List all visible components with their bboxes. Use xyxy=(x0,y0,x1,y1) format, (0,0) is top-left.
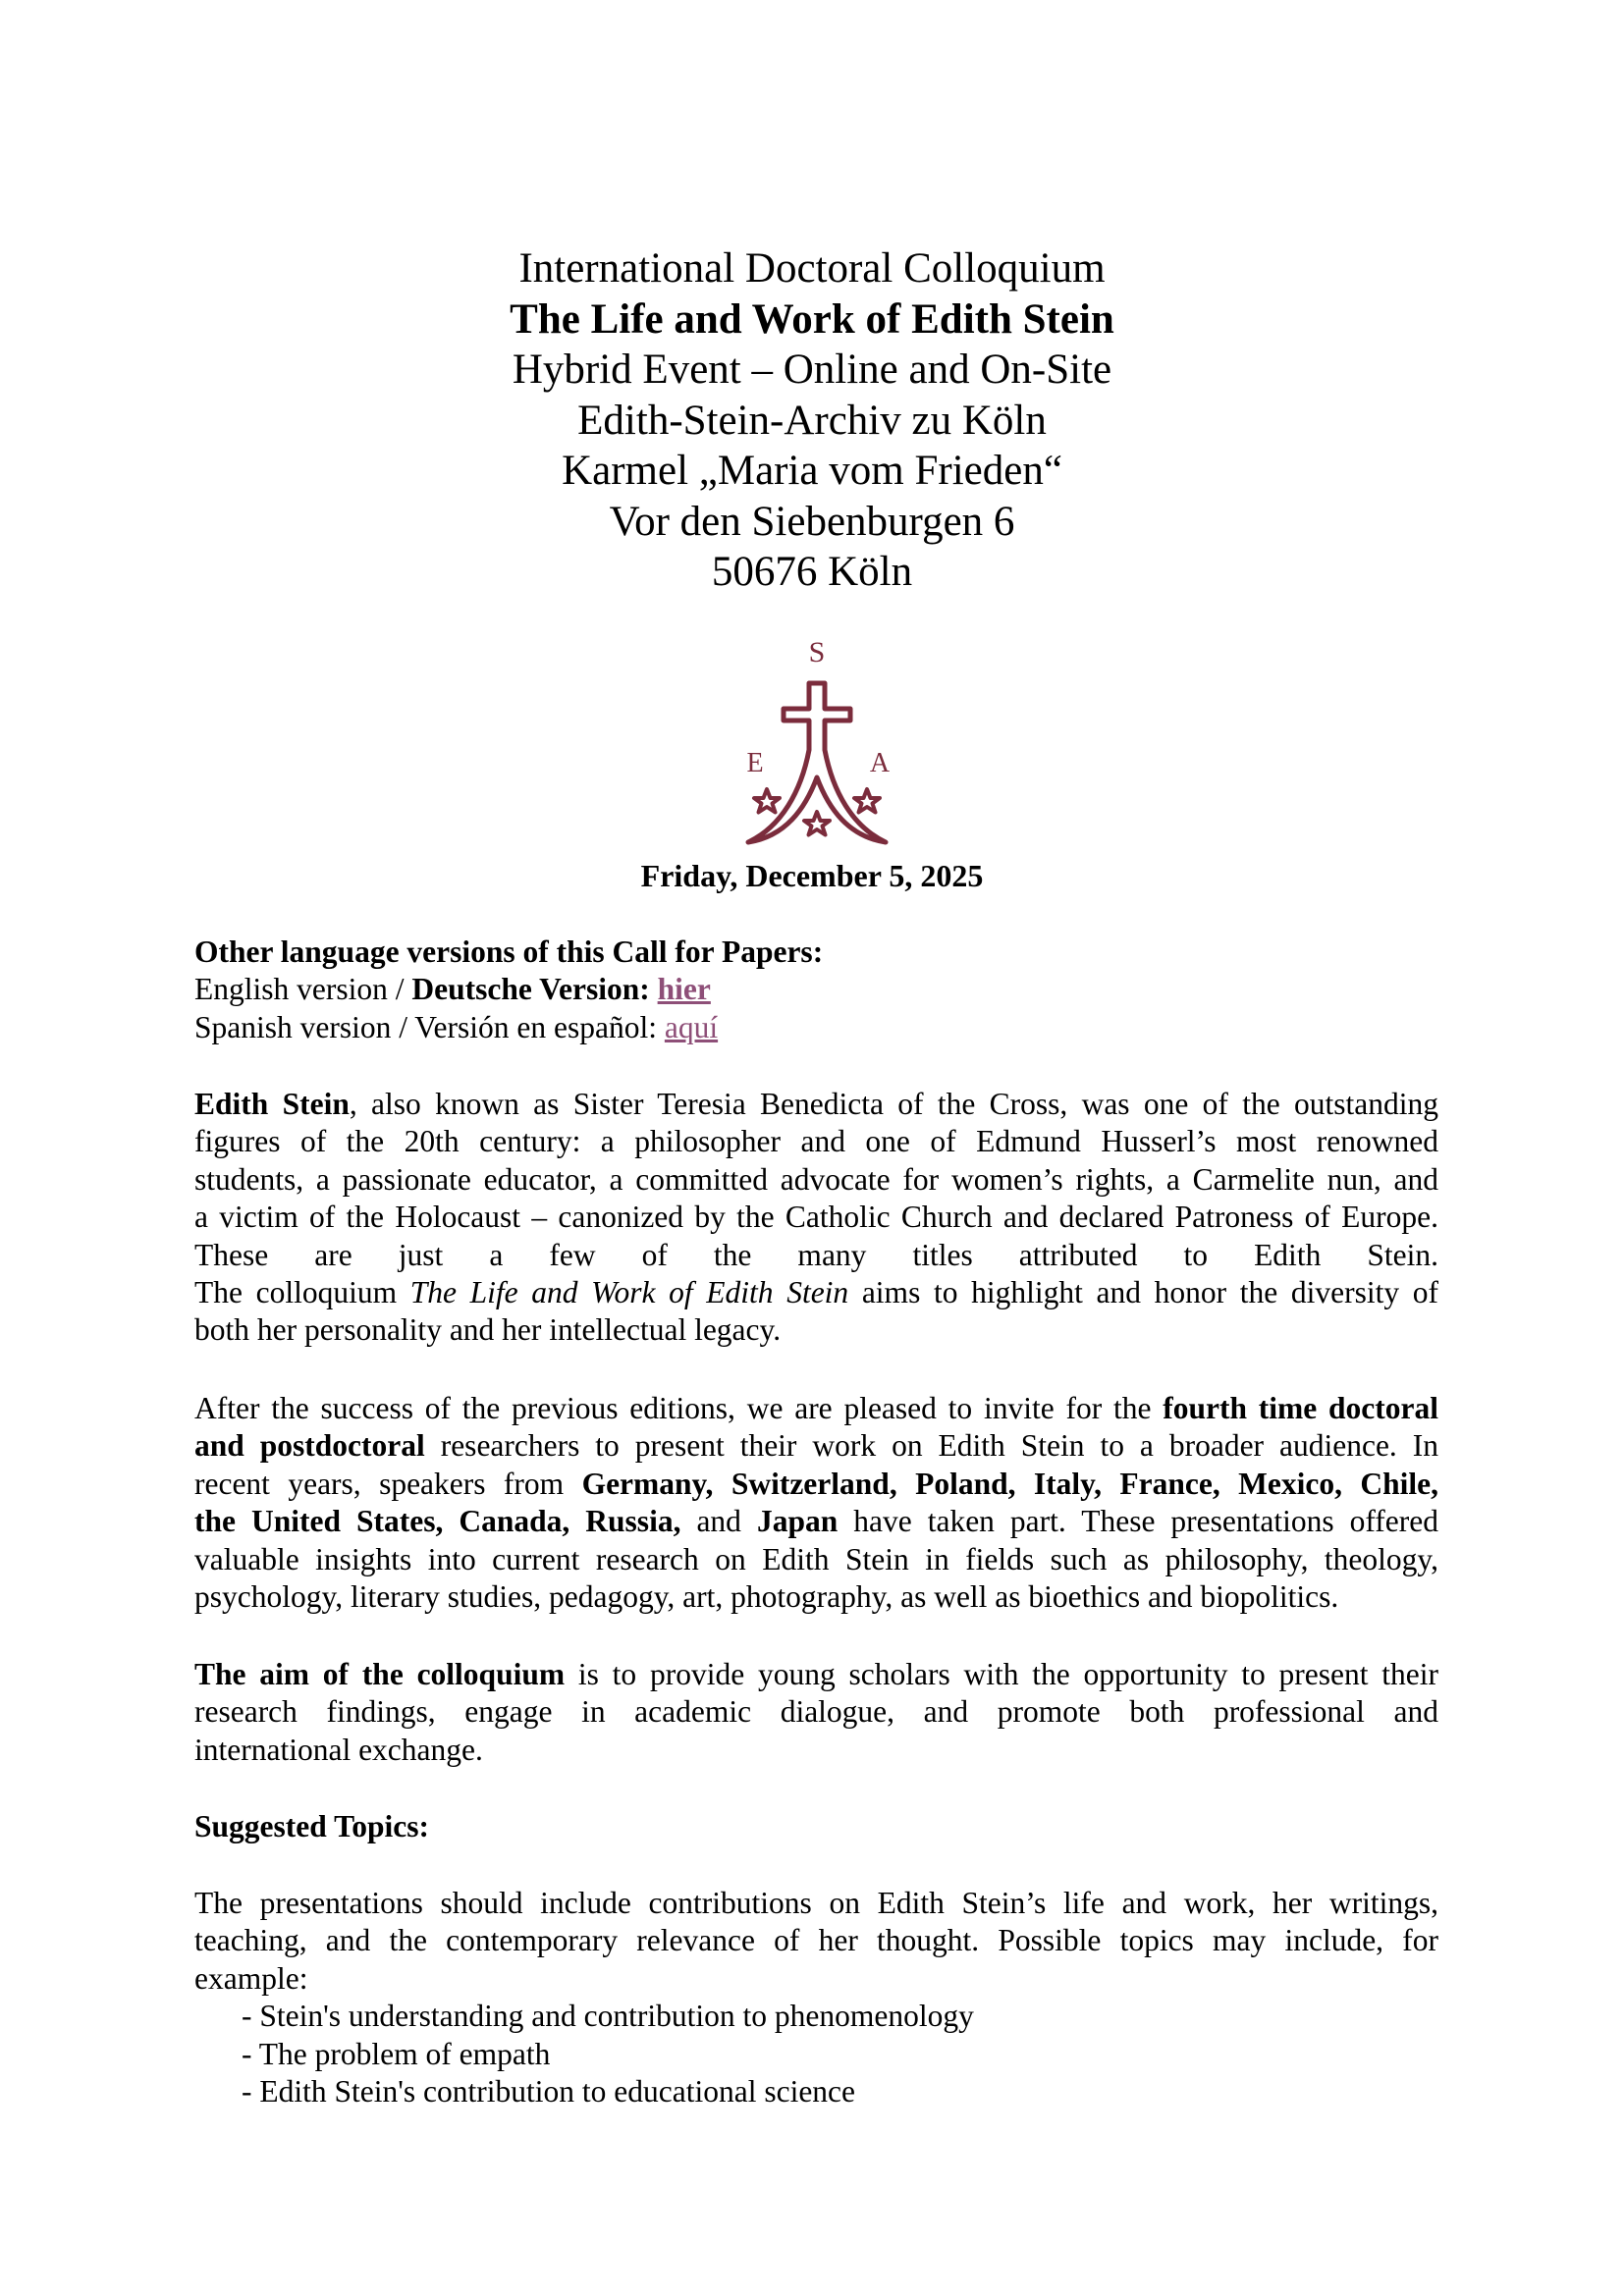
intro-line: These are just a few of the many titles attributed to Edith Stein. xyxy=(194,1237,1438,1272)
topic-list-item: - Edith Stein's contribution to educational science xyxy=(242,2074,856,2109)
invitation-line xyxy=(194,1390,1438,1427)
event-title: The Life and Work of Edith Stein xyxy=(510,295,1114,343)
aim-line xyxy=(194,1656,1438,1693)
aim-paragraph xyxy=(194,1656,1438,1769)
intro-line: a victim of the Holocaust – canonized by the Catholic Church and declared Patroness of Europe. xyxy=(194,1200,1438,1235)
venue-name: Edith-Stein-Archiv zu Köln xyxy=(577,397,1047,444)
colloquium-title-italic: The Life and Work of Edith Stein xyxy=(409,1275,849,1310)
topics-line: example: xyxy=(194,1960,308,1996)
german-version-line xyxy=(194,971,1438,1008)
intro-line xyxy=(194,1274,1438,1311)
countries-emphasis: Japan xyxy=(756,1504,839,1539)
invitation-line xyxy=(194,1466,1438,1503)
intro-name: Edith Stein xyxy=(194,1087,350,1121)
intro-line: both her personality and her intellectual legacy. xyxy=(194,1312,782,1348)
invitation-line-text: After the success of the previous editions, we are pleased to invite for the xyxy=(194,1391,1164,1425)
intro-line-text: The colloquium xyxy=(194,1275,410,1310)
aim-emphasis: The aim of the colloquium xyxy=(194,1657,566,1691)
venue-city: 50676 Köln xyxy=(711,549,913,595)
event-series-name: International Doctoral Colloquium xyxy=(518,245,1106,292)
cross-icon xyxy=(748,683,886,842)
intro-line-text: , also known as Sister Teresia Benedicta of the Cross, was one of the outstanding xyxy=(349,1087,1438,1121)
venue-institution: Karmel „Maria vom Frieden“ xyxy=(562,448,1062,494)
language-versions-heading: Other language versions of this Call for Papers: xyxy=(194,934,824,969)
aim-line-text: is to provide young scholars with the opportunity to present their xyxy=(565,1657,1439,1691)
topics-line: The presentations should include contributions on Edith Stein’s life and work, her writings, xyxy=(194,1886,1438,1920)
logo-letter-s: S xyxy=(808,636,826,668)
intro-line: students, a passionate educator, a committed advocate for women’s rights, a Carmelite nun, and xyxy=(194,1161,1438,1197)
topic-list-item: - Stein's understanding and contribution to phenomenology xyxy=(242,1999,974,2034)
logo-letter-e: E xyxy=(746,748,764,778)
invitation-line-text: recent years, speakers from xyxy=(194,1466,582,1501)
invitation-line xyxy=(194,1503,1438,1540)
star-icon-center xyxy=(804,812,830,835)
german-version-link[interactable]: hier xyxy=(657,972,711,1007)
document-header xyxy=(0,243,1624,598)
logo-letter-a: A xyxy=(869,748,891,778)
language-versions xyxy=(194,934,1438,1046)
intro-line xyxy=(194,1086,1438,1123)
suggested-topics-heading: Suggested Topics: xyxy=(194,1809,429,1843)
english-version-label: English version / xyxy=(194,972,412,1007)
topics-line: teaching, and the contemporary relevance of her thought. Possible topics may include, for xyxy=(194,1923,1438,1958)
invitation-paragraph xyxy=(194,1390,1438,1616)
invitation-line-text: and xyxy=(680,1504,757,1539)
invitation-emphasis: fourth time doctoral xyxy=(1163,1391,1438,1425)
cross-star-logo-icon xyxy=(738,634,895,852)
invitation-line: psychology, literary studies, pedagogy, art, photography, as well as bioethics and biopolitics. xyxy=(194,1579,1339,1615)
spanish-version-link[interactable]: aquí xyxy=(664,1009,719,1044)
event-format: Hybrid Event – Online and On-Site xyxy=(512,347,1112,393)
aim-line: research findings, engage in academic dialogue, and promote both professional and xyxy=(194,1694,1438,1730)
spanish-version-label: Spanish version / Versión en español: xyxy=(194,1009,665,1044)
event-date: Friday, December 5, 2025 xyxy=(640,858,984,893)
invitation-line xyxy=(194,1427,1438,1465)
invitation-line-text: have taken part. These presentations offered xyxy=(838,1504,1439,1539)
intro-paragraph xyxy=(194,1086,1438,1350)
intro-line-text: aims to highlight and honor the diversity of xyxy=(848,1275,1439,1310)
invitation-line: valuable insights into current research on Edith Stein in fields such as philosophy, theology, xyxy=(194,1541,1438,1576)
venue-street: Vor den Siebenburgen 6 xyxy=(609,498,1015,545)
invitation-emphasis: and postdoctoral xyxy=(194,1428,425,1464)
topics-paragraph xyxy=(194,1885,1438,2110)
star-icon-left xyxy=(754,789,780,813)
intro-line: figures of the 20th century: a philosopher and one of Edmund Husserl’s most renowned xyxy=(194,1124,1438,1159)
deutsche-version-label: Deutsche Version: xyxy=(411,972,658,1007)
archive-logo xyxy=(738,634,895,852)
spanish-version-line xyxy=(194,1009,1438,1046)
aim-line: international exchange. xyxy=(194,1732,483,1767)
star-icon-right xyxy=(854,789,880,813)
invitation-line-text: researchers to present their work on Edith Stein to a broader audience. In xyxy=(424,1428,1438,1464)
topics-heading-block xyxy=(194,1808,1438,1845)
countries-emphasis: Germany, Switzerland, Poland, Italy, France, Mexico, Chile, xyxy=(581,1466,1439,1501)
countries-emphasis: the United States, Canada, Russia, xyxy=(194,1504,681,1539)
topic-list-item: - The problem of empath xyxy=(242,2036,551,2071)
